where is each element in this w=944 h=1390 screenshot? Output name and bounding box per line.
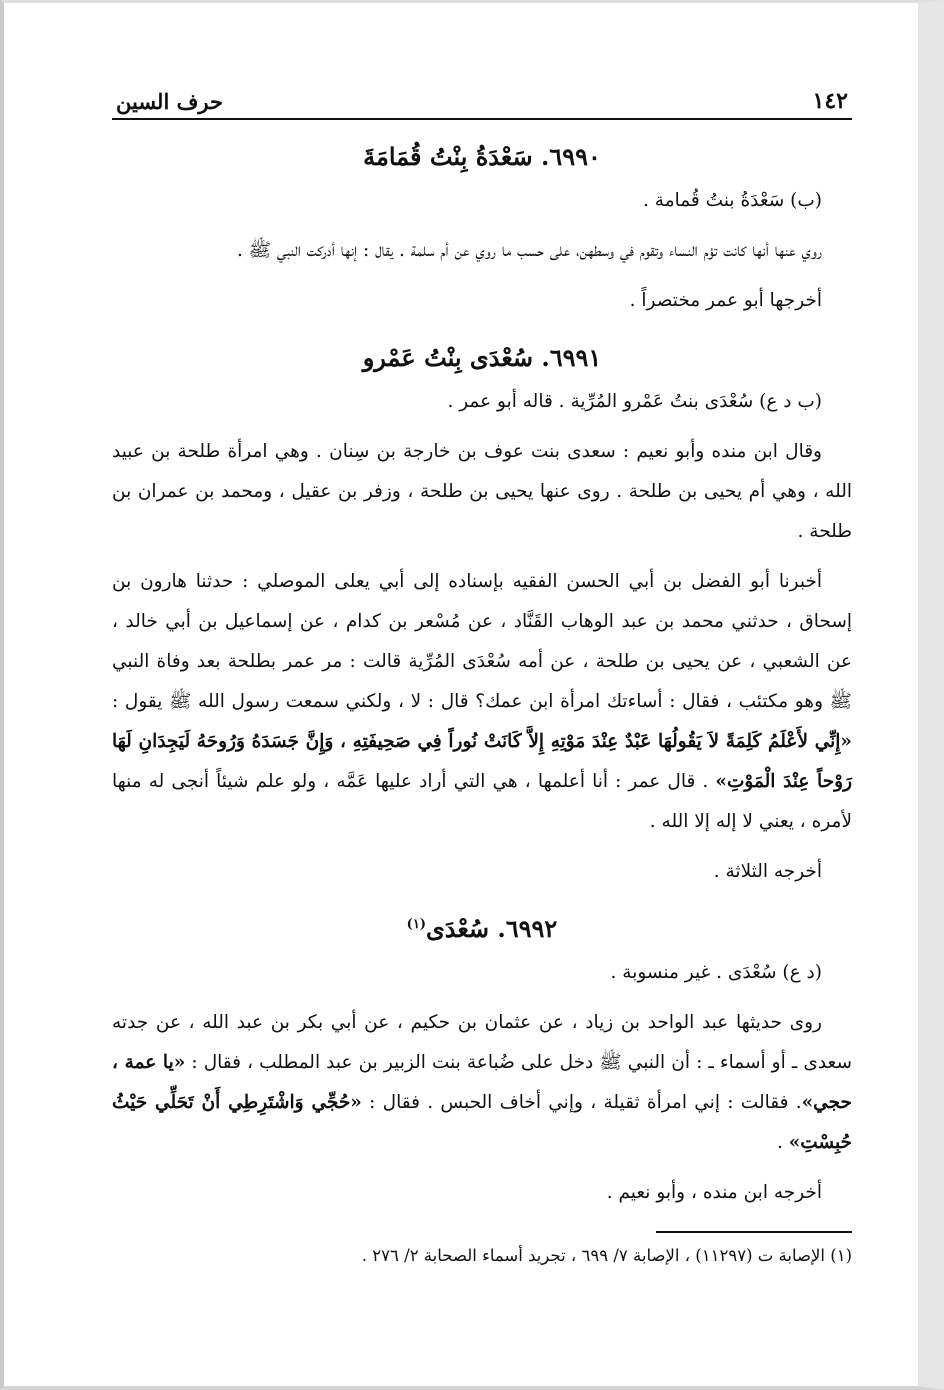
hadith-continuation: . قال عمر : أنا أعلمها ، هي التي أراد عليها عَمَّه ، ولو علم شيئاً أنجى له منها لأمره ، يعني لا إله إلا الله . xyxy=(112,771,852,832)
entry-title-6991: ٦٩٩١. سُعْدَى بِنْتُ عَمْرو xyxy=(362,343,602,372)
hadith-quote: «يا عمة ، حجي» xyxy=(112,1052,852,1113)
isnad-text: أخبرنا أبو الفضل بن أبي الحسن الفقيه بإسناده إلى أبي يعلى الموصلي : حدثنا هارون بن إسحاق ، حدثني محمد بن عبد الوهاب القَنَّاد ، عن مُسْعر بن كدام ، عن إسماعيل بن أبي خالد ، عن الشعبي ، عن يحيى بن طلحة ، عن أمه سُعْدَى المُرِّية قالت : مر عمر بطلحة بعد وفاة النبي ﷺ وهو مكتئب ، فقال : أساءتك امرأة ابن عمك؟ قال : لا ، ولكني سمعت رسول الله ﷺ يقول : xyxy=(112,571,852,712)
narration-text: . فقالت : إني امرأة ثقيلة ، وإني أخاف الحبس . فقال : xyxy=(369,1092,802,1113)
footnote: (١) الإصابة ت (١١٢٩٧) ، الإصابة ٧/ ٦٩٩ ، تجريد أسماء الصحابة ٢/ ٢٧٦ . xyxy=(361,1246,852,1265)
entry-paragraph-hadith xyxy=(112,1003,852,1163)
entry-paragraph: وقال ابن منده وأبو نعيم : سعدى بنت عوف بن خارجة بن سِنان . وهي امرأة طلحة بن عبيد الله ، وهي أم يحيى بن طلحة . روى عنها يحيى بن طلحة ، وزفر بن عقيل ، ومحمد بن عمران بن طلحة . xyxy=(112,441,852,542)
entry-paragraph: روي عنها أنها كانت تؤم النساء وتقوم في وسطهن، على حسب ما روي عن أم سلمة . يقال : إنها أدركت النبي ﷺ . xyxy=(236,240,822,261)
section-title: حرف السين xyxy=(116,89,223,114)
hadith-quote: «حُجِّي وَاشْتَرِطِي أَنْ تَحَلِّي حَيْثُ حُبِسْتِ» xyxy=(112,1092,852,1153)
footnote-marker: (١) xyxy=(406,917,426,932)
hadith-quote: «إِنِّي لأَعْلَمُ كَلِمَةً لاَ يَقُولُهَا عَبْدٌ عِنْدَ مَوْتِهِ إِلاَّ كَانَتْ نُوراً فِي صَحِيفَتِهِ ، وَإِنَّ جَسَدَهُ وَرُوحَهُ لَيَجِدَانِ لَهَا رَوْحاً عِنْدَ الْمَوْتِ» xyxy=(112,731,852,792)
entry-source-line: (ب د ع) سُعْدَى بنتُ عَمْرو المُرِّية . قاله أبو عمر . xyxy=(447,391,822,412)
entry-title-6990: ٦٩٩٠. سَعْدَةُ بِنْتُ قُمَامَةَ xyxy=(363,142,601,171)
sentence-end: . xyxy=(776,1132,783,1153)
isnad-text: روى حديثها عبد الواحد بن زياد ، عن عثمان بن حكيم ، عن أبي بكر بن عبد الله ، عن جدته سعدى ـ أو أسماء ـ : أن النبي ﷺ دخل على ضُباعة بنت الزبير بن عبد المطلب ، فقال : xyxy=(112,1012,852,1073)
entry-source-line: (د ع) سُعْدَى . غير منسوبة . xyxy=(610,962,822,983)
entry-source-line: (ب) سَعْدَةُ بنتُ قُمامة . xyxy=(643,190,822,211)
entry-attribution: أخرجه ابن منده ، وأبو نعيم . xyxy=(606,1182,822,1203)
entry-title-6992 xyxy=(112,914,852,943)
running-head xyxy=(112,70,852,120)
footnote-separator xyxy=(656,1231,852,1233)
entry-attribution: أخرجه الثلاثة . xyxy=(713,861,822,882)
entry-attribution: أخرجها أبو عمر مختصراً . xyxy=(629,290,822,311)
entry-paragraph-hadith xyxy=(112,562,852,842)
entry-title-text: ٦٩٩٢. سُعْدَى xyxy=(425,914,558,943)
book-page xyxy=(112,70,852,1271)
page-number: ١٤٢ xyxy=(812,88,848,114)
